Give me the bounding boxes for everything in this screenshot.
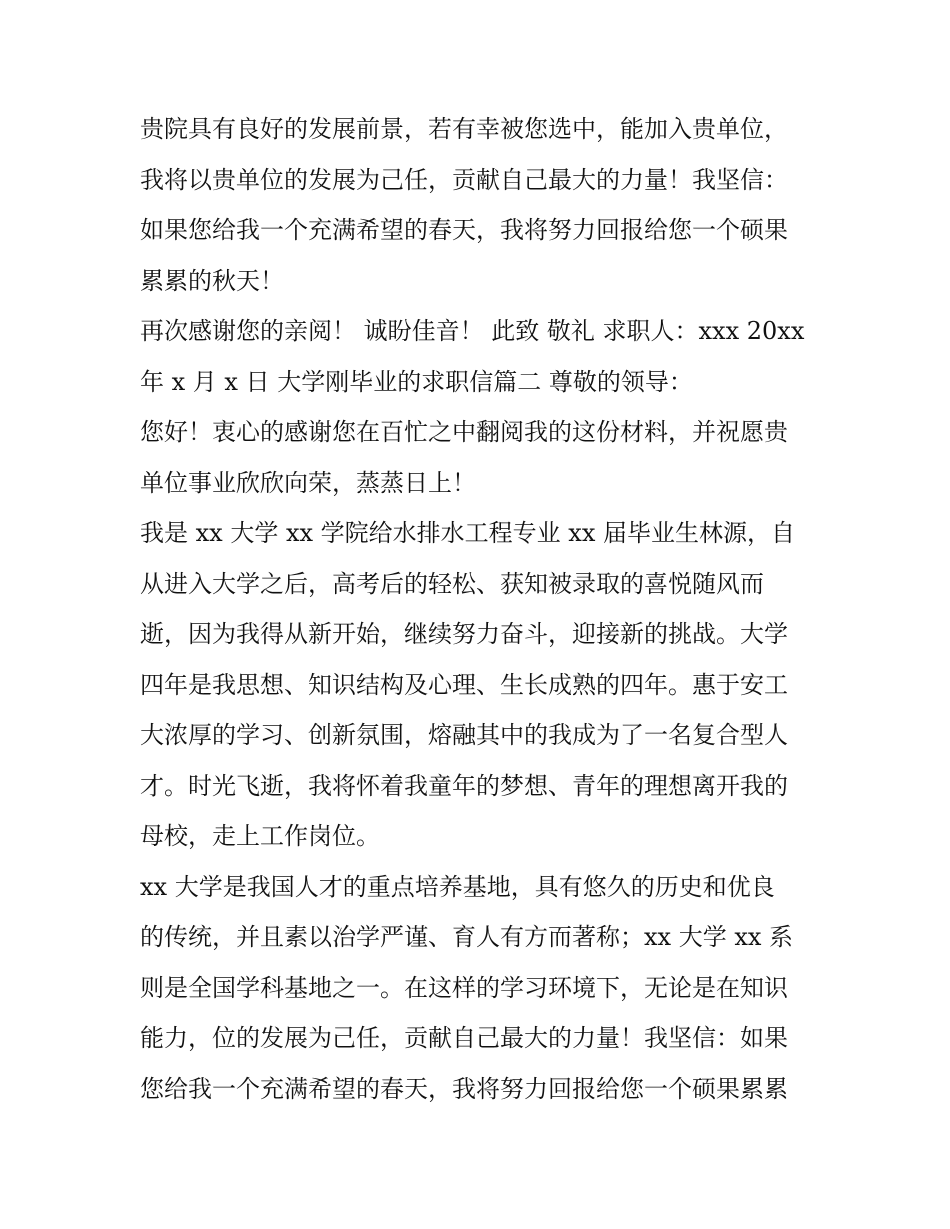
text-line: 四年是我思想、知识结构及心理、生长成熟的四年。惠于安工 [140, 670, 788, 699]
text-line: 逝，因为我得从新开始，继续努力奋斗，迎接新的挑战。大学 [140, 620, 788, 648]
text-line: 贵院具有良好的发展前景，若有幸被您选中，能加入贵单位， [140, 115, 788, 143]
text-line: xx 大学是我国人才的重点培养基地，具有悠久的历史和优良 [140, 872, 775, 901]
text-line: 我将以贵单位的发展为己任，贡献自己最大的力量！我坚信： [140, 165, 788, 194]
text-line: 的传统，并且素以治学严谨、育人有方而著称；xx 大学 xx 系 [140, 923, 794, 951]
text-line: 母校，走上工作岗位。 [140, 822, 380, 850]
text-line: 您好！衷心的感谢您在百忙之中翻阅我的这份材料，并祝愿贵 [140, 418, 788, 446]
text-line: 年 x 月 x 日 大学刚毕业的求职信篇二 尊敬的领导： [140, 367, 693, 396]
text-line: 从进入大学之后，高考后的轻松、获知被录取的喜悦随风而 [140, 569, 764, 598]
text-line: 则是全国学科基地之一。在这样的学习环境下，无论是在知识 [140, 973, 788, 1002]
text-line: 再次感谢您的亲阅！ 诚盼佳音！ 此致 敬礼 求职人：xxx 20xx [140, 317, 805, 345]
text-line: 累累的秋天！ [140, 266, 284, 295]
text-line: 能力，位的发展为己任，贡献自己最大的力量！我坚信：如果 [140, 1024, 788, 1052]
letter-body [140, 104, 820, 1114]
text-line: 我是 xx 大学 xx 学院给水排水工程专业 xx 届毕业生林源，自 [140, 519, 795, 547]
text-line: 才。时光飞逝，我将怀着我童年的梦想、青年的理想离开我的 [140, 771, 788, 800]
text-line: 单位事业欣欣向荣，蒸蒸日上！ [140, 468, 476, 497]
text-line: 您给我一个充满希望的春天，我将努力回报给您一个硕果累累 [140, 1074, 788, 1103]
text-line: 如果您给我一个充满希望的春天，我将努力回报给您一个硕果 [140, 216, 788, 244]
text-line: 大浓厚的学习、创新氛围，熔融其中的我成为了一名复合型人 [140, 721, 788, 749]
